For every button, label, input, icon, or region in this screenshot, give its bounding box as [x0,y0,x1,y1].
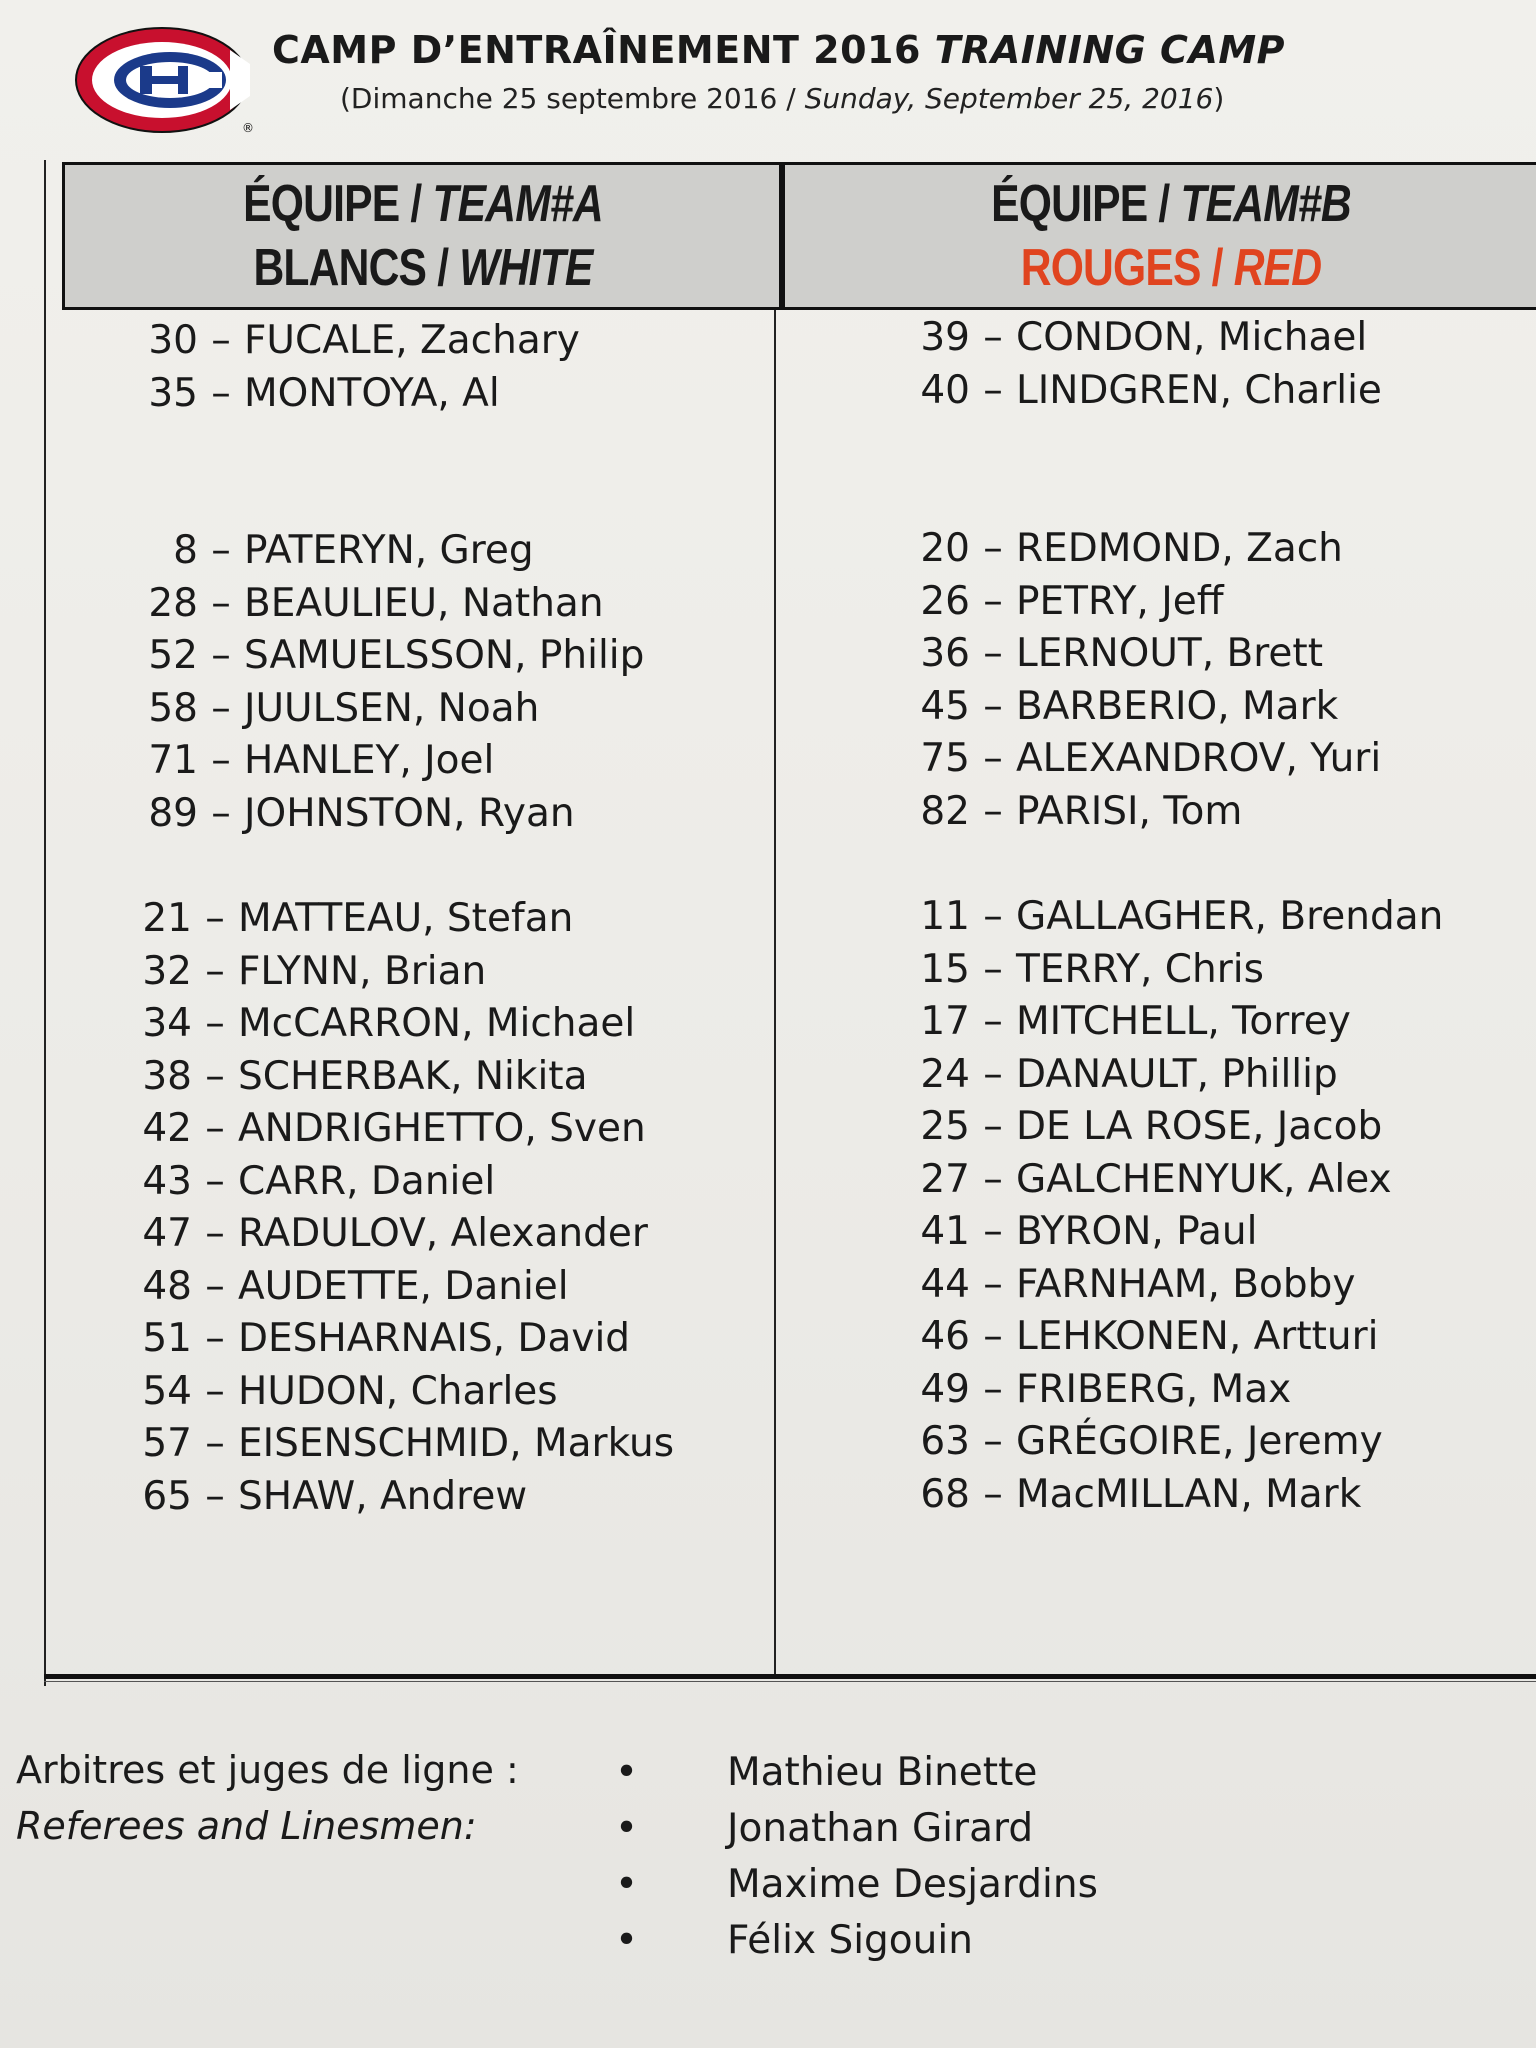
title-french: CAMP D’ENTRAÎNEMENT 2016 [272,28,921,72]
dash-separator: – [983,1261,1003,1307]
official-name: Jonathan Girard [727,1806,1034,1851]
player-number: 52 [148,633,198,678]
player-name: BARBERIO, Mark [1016,683,1339,729]
player-number: 54 [142,1368,192,1414]
title-english: TRAINING CAMP [934,28,1286,72]
dash-separator: – [205,1053,225,1099]
officials-label-french: Arbitres et juges de ligne : [16,1748,519,1792]
dash-separator: – [983,1209,1003,1254]
player-row [134,525,644,578]
player-name: GRÉGOIRE, Jeremy [1016,1419,1383,1464]
player-number: 51 [142,1316,192,1361]
roster-table [44,160,1536,1686]
dash-separator: – [983,1156,1003,1202]
player-number: 42 [142,1106,192,1151]
player-number: 68 [920,1471,970,1517]
player-name: DE LA ROSE, Jacob [1016,1104,1383,1149]
player-number: 58 [148,685,198,731]
player-number: 39 [920,315,970,360]
player-number: 75 [920,736,970,781]
player-name: PARISI, Tom [1016,788,1243,834]
player-row [128,1208,674,1261]
registered-mark: ® [242,121,254,135]
dash-separator: – [205,1001,225,1046]
player-number: 63 [920,1419,970,1464]
page-title [272,28,1285,72]
dash-separator: – [983,1471,1003,1517]
dash-separator: – [211,370,231,416]
dash-separator: – [205,1473,225,1519]
player-row [134,578,644,631]
dash-separator: – [983,367,1003,413]
dash-separator: – [983,1314,1003,1359]
bullet-icon: • [615,1806,639,1851]
dash-separator: – [983,1366,1003,1412]
player-number: 71 [148,738,198,783]
player-row [128,1366,674,1419]
team-b-title [991,172,1351,236]
player-row [134,683,644,736]
player-row [906,523,1381,576]
player-number: 36 [920,631,970,676]
player-name: LERNOUT, Brett [1016,631,1324,676]
player-row [128,1313,674,1366]
player-name: RADULOV, Alexander [238,1211,648,1256]
officials-list [615,1745,1098,1969]
dash-separator: – [983,315,1003,360]
player-name: MONTOYA, Al [244,370,500,416]
player-name: LEHKONEN, Artturi [1016,1314,1379,1359]
bullet-icon: • [615,1750,639,1795]
player-name: DANAULT, Phillip [1016,1051,1338,1097]
official-name: Maxime Desjardins [727,1862,1098,1907]
player-name: DESHARNAIS, David [238,1316,631,1361]
player-number: 34 [142,1001,192,1046]
dash-separator: – [211,318,231,363]
dash-separator: – [205,1263,225,1309]
player-row [906,365,1382,418]
player-name: BEAULIEU, Nathan [244,580,604,626]
table-bottom-rule-thin [44,1681,1536,1682]
player-name: McCARRON, Michael [238,1001,636,1046]
page-subtitle-date [340,82,1224,115]
dash-separator: – [983,631,1003,676]
team-a-label-fr: ÉQUIPE / [243,175,422,233]
team-a-defense [134,525,644,840]
player-name: MATTEAU, Stefan [238,896,574,941]
player-row [906,786,1381,839]
table-bottom-rule [44,1674,1536,1679]
official-name: Mathieu Binette [727,1750,1038,1795]
player-number: 21 [142,896,192,941]
date-french: (Dimanche 25 septembre 2016 / [340,82,796,115]
canadiens-logo [70,20,260,140]
player-row [906,1206,1443,1259]
dash-separator: – [205,1316,225,1361]
player-name: PETRY, Jeff [1016,578,1224,624]
player-name: MacMILLAN, Mark [1016,1471,1362,1517]
player-number: 11 [920,894,970,939]
player-number: 49 [920,1366,970,1412]
officials-label-english: Referees and Linesmen: [16,1804,477,1848]
dash-separator: – [211,633,231,678]
team-b-goalies [906,312,1382,417]
team-b-forwards [906,891,1443,1521]
dash-separator: – [983,736,1003,781]
player-name: SAMUELSSON, Philip [244,633,645,678]
team-a-color-fr: BLANCS / [253,239,449,297]
dash-separator: – [983,1051,1003,1097]
player-name: AUDETTE, Daniel [238,1263,569,1309]
player-number: 65 [142,1473,192,1519]
player-row [906,1101,1443,1154]
player-name: CARR, Daniel [238,1158,496,1204]
player-row [128,1051,674,1104]
player-row [906,944,1443,997]
player-number: 89 [148,790,198,836]
player-number: 15 [920,946,970,992]
team-a-title [243,172,603,236]
dash-separator: – [211,685,231,731]
dash-separator: – [983,894,1003,939]
player-number: 46 [920,1314,970,1359]
player-row [134,630,644,683]
player-number: 25 [920,1104,970,1149]
player-row [906,576,1381,629]
player-number: 28 [148,580,198,626]
player-row [134,315,580,368]
player-name: JUULSEN, Noah [244,685,540,731]
player-name: REDMOND, Zach [1016,526,1343,571]
bullet-icon: • [615,1862,639,1907]
player-row [906,628,1381,681]
player-name: MITCHELL, Torrey [1016,999,1351,1044]
team-b-header [856,165,1486,307]
player-name: ANDRIGHETTO, Sven [238,1106,646,1151]
player-number: 48 [142,1263,192,1309]
player-row [906,1364,1443,1417]
dash-separator: – [205,1106,225,1151]
player-row [906,1416,1443,1469]
official-name: Félix Sigouin [727,1918,973,1963]
player-row [906,1469,1443,1522]
dash-separator: – [983,1104,1003,1149]
player-number: 8 [173,528,198,573]
player-row [906,1154,1443,1207]
dash-separator: – [983,683,1003,729]
player-row [906,891,1443,944]
player-number: 30 [148,318,198,363]
dash-separator: – [211,738,231,783]
player-row [906,1259,1443,1312]
player-name: FRIBERG, Max [1016,1366,1292,1412]
column-divider [774,310,776,1678]
player-row [134,368,580,421]
dash-separator: – [983,526,1003,571]
official-item [615,1857,1098,1913]
player-row [128,1261,674,1314]
player-number: 32 [142,948,192,994]
player-name: GALCHENYUK, Alex [1016,1156,1392,1202]
roster-header-row [62,162,1536,310]
player-row [128,1103,674,1156]
player-row [128,946,674,999]
official-item [615,1801,1098,1857]
player-name: LINDGREN, Charlie [1016,367,1382,413]
player-name: FARNHAM, Bobby [1016,1261,1356,1307]
dash-separator: – [205,1158,225,1204]
player-row [134,735,644,788]
player-number: 45 [920,683,970,729]
player-name: HANLEY, Joel [244,738,495,783]
dash-separator: – [211,790,231,836]
player-row [128,893,674,946]
date-close-paren: ) [1213,82,1225,115]
player-name: FUCALE, Zachary [244,318,580,363]
date-english: Sunday, September 25, 2016 [804,82,1214,115]
bullet-icon: • [615,1918,639,1963]
team-a-color-en: WHITE [459,239,593,297]
dash-separator: – [983,1419,1003,1464]
player-number: 82 [920,788,970,834]
dash-separator: – [205,1368,225,1414]
dash-separator: – [983,578,1003,624]
player-name: SHAW, Andrew [238,1473,528,1519]
team-a-color [253,236,592,300]
player-number: 35 [148,370,198,416]
team-a-forwards [128,893,674,1523]
player-row [128,998,674,1051]
player-row [906,681,1381,734]
team-a-label-en: TEAM#A [432,175,603,233]
player-row [128,1418,674,1471]
player-name: PATERYN, Greg [244,528,534,573]
player-number: 43 [142,1158,192,1204]
player-name: FLYNN, Brian [238,948,487,994]
dash-separator: – [983,788,1003,834]
player-name: TERRY, Chris [1016,946,1264,992]
player-number: 17 [920,999,970,1044]
player-number: 47 [142,1211,192,1256]
player-row [906,1049,1443,1102]
player-number: 27 [920,1156,970,1202]
official-item [615,1913,1098,1969]
player-number: 24 [920,1051,970,1097]
dash-separator: – [983,999,1003,1044]
player-number: 26 [920,578,970,624]
header-divider [779,165,785,307]
dash-separator: – [983,946,1003,992]
team-a-goalies [134,315,580,420]
player-name: ALEXANDROV, Yuri [1016,736,1382,781]
dash-separator: – [211,528,231,573]
player-number: 38 [142,1053,192,1099]
player-number: 41 [920,1209,970,1254]
dash-separator: – [205,948,225,994]
team-b-color [1021,236,1322,300]
player-name: JOHNSTON, Ryan [244,790,575,836]
team-b-label-en: TEAM#B [1180,175,1351,233]
player-number: 44 [920,1261,970,1307]
player-row [906,733,1381,786]
team-a-header [129,165,716,307]
player-name: GALLAGHER, Brendan [1016,894,1444,939]
player-name: BYRON, Paul [1016,1209,1258,1254]
dash-separator: – [205,896,225,941]
team-b-label-fr: ÉQUIPE / [991,175,1170,233]
player-row [134,788,644,841]
team-b-defense [906,523,1381,838]
official-item [615,1745,1098,1801]
player-row [128,1156,674,1209]
player-row [906,312,1382,365]
team-b-color-fr: ROUGES / [1020,239,1223,297]
player-row [128,1471,674,1524]
player-row [906,1311,1443,1364]
player-name: HUDON, Charles [238,1368,558,1414]
dash-separator: – [211,580,231,626]
dash-separator: – [205,1211,225,1256]
team-b-color-en: RED [1233,239,1322,297]
dash-separator: – [205,1421,225,1466]
player-name: SCHERBAK, Nikita [238,1053,588,1099]
player-row [906,996,1443,1049]
player-name: EISENSCHMID, Markus [238,1421,675,1466]
player-number: 20 [920,526,970,571]
player-number: 40 [920,367,970,413]
player-number: 57 [142,1421,192,1466]
player-name: CONDON, Michael [1016,315,1368,360]
